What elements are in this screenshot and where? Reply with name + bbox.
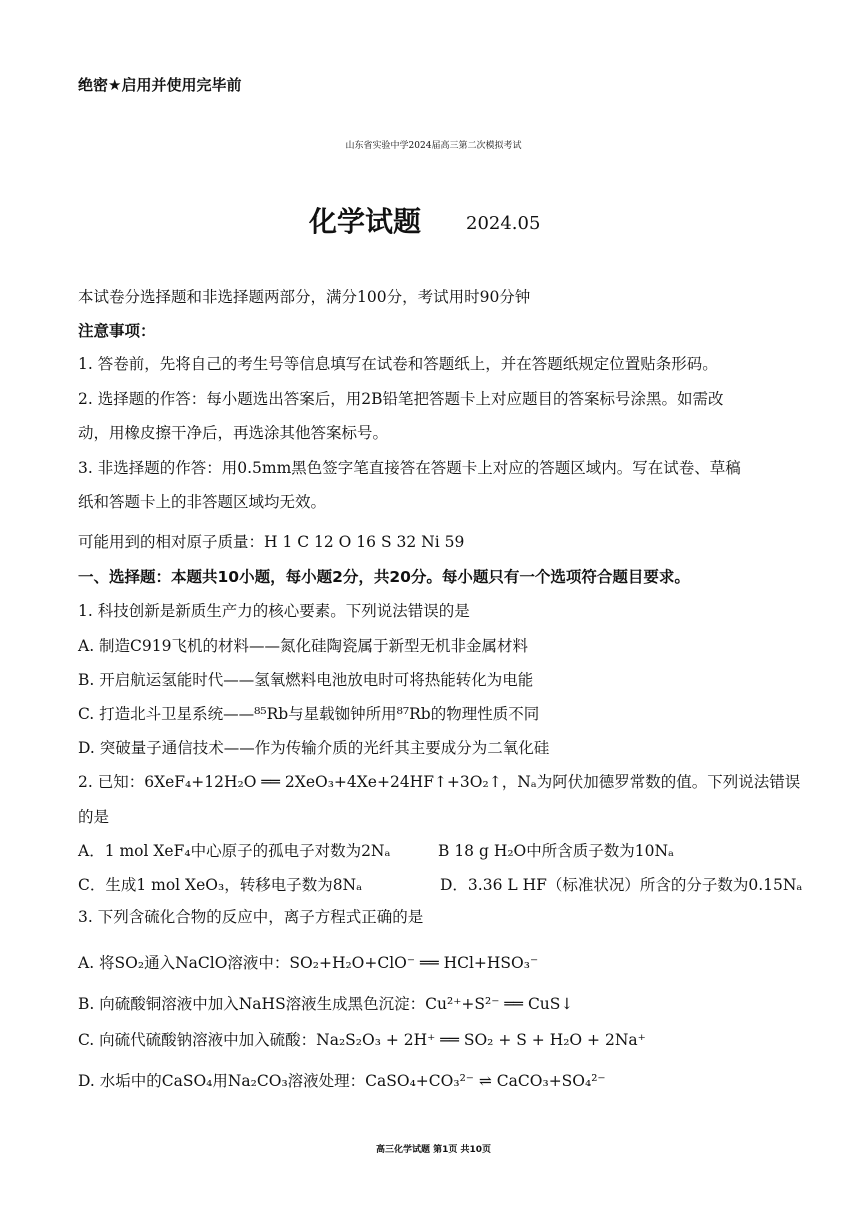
page-footer: 高三化学试题 第1页 共10页 [375,1145,492,1155]
q1-option-d: D. 突破量子通信技术——作为传输介质的光纤其主要成分为二氧化硅 [78,739,550,757]
q2-option-a: A．1 mol XeF₄中心原子的孤电子对数为2Nₐ [78,842,391,860]
note-item: 纸和答题卡上的非答题区域均无效。 [78,493,327,511]
exam-date: 2024.05 [466,213,541,234]
notes-heading: 注意事项： [78,322,156,340]
note-item: 3. 非选择题的作答：用0.5mm黑色签字笔直接答在答题卡上对应的答题区域内。写在试卷、草稿 [78,459,741,477]
subject-title: 化学试题 [309,205,422,238]
confidential-label: 绝密★启用并使用完毕前 [78,76,242,94]
q3-option-a: A. 将SO₂通入NaClO溶液中：SO₂+H₂O+ClO⁻ ══ HCl+HSO₃⁻ [78,954,539,972]
q2-option-b: B 18 g H₂O中所含质子数为10Nₐ [438,842,675,860]
section-heading: 一、选择题：本题共10小题，每小题2分，共20分。每小题只有一个选项符合题目要求。 [78,568,690,586]
q1-option-b: B. 开启航运氢能时代——氢氧燃料电池放电时可将热能转化为电能 [78,671,534,689]
q1-option-c: C. 打造北斗卫星系统——⁸⁵Rb与星载铷钟所用⁸⁷Rb的物理性质不同 [78,705,540,723]
atomic-masses: 可能用到的相对原子质量：H 1 C 12 O 16 S 32 Ni 59 [78,533,465,551]
q3-option-b: B. 向硫酸铜溶液中加入NaHS溶液生成黑色沉淀：Cu²⁺+S²⁻ ══ CuS↓ [78,995,574,1013]
q2-stem-cont: 的是 [78,808,110,826]
q3-option-c: C. 向硫代硫酸钠溶液中加入硫酸：Na₂S₂O₃ + 2H⁺ ══ SO₂ + S + H₂O + 2Na⁺ [78,1031,646,1049]
note-item: 动，用橡皮擦干净后，再选涂其他答案标号。 [78,424,389,442]
q3-option-d: D. 水垢中的CaSO₄用Na₂CO₃溶液处理：CaSO₄+CO₃²⁻ ⇌ CaCO₃+SO₄²⁻ [78,1072,606,1090]
q2-stem: 2. 已知：6XeF₄+12H₂O ══ 2XeO₃+4Xe+24HF↑+3O₂↑，Nₐ为阿伏加德罗常数的值。下列说法错误 [78,773,801,791]
note-item: 1. 答卷前，先将自己的考生号等信息填写在试卷和答题纸上，并在答题纸规定位置贴条形码。 [78,355,718,373]
q1-stem: 1. 科技创新是新质生产力的核心要素。下列说法错误的是 [78,602,470,620]
exam-title: 山东省实验中学2024届高三第二次模拟考试 [345,141,522,151]
note-item: 2. 选择题的作答：每小题选出答案后，用2B铅笔把答题卡上对应题目的答案标号涂黑。如需改 [78,390,724,408]
q2-option-d: D．3.36 L HF（标准状况）所含的分子数为0.15Nₐ [440,876,803,894]
q1-option-a: A. 制造C919飞机的材料——氮化硅陶瓷属于新型无机非金属材料 [78,637,528,655]
q3-stem: 3. 下列含硫化合物的反应中，离子方程式正确的是 [78,908,424,926]
intro-text: 本试卷分选择题和非选择题两部分，满分100分，考试用时90分钟 [78,288,531,306]
q2-option-c: C．生成1 mol XeO₃，转移电子数为8Nₐ [78,876,363,894]
